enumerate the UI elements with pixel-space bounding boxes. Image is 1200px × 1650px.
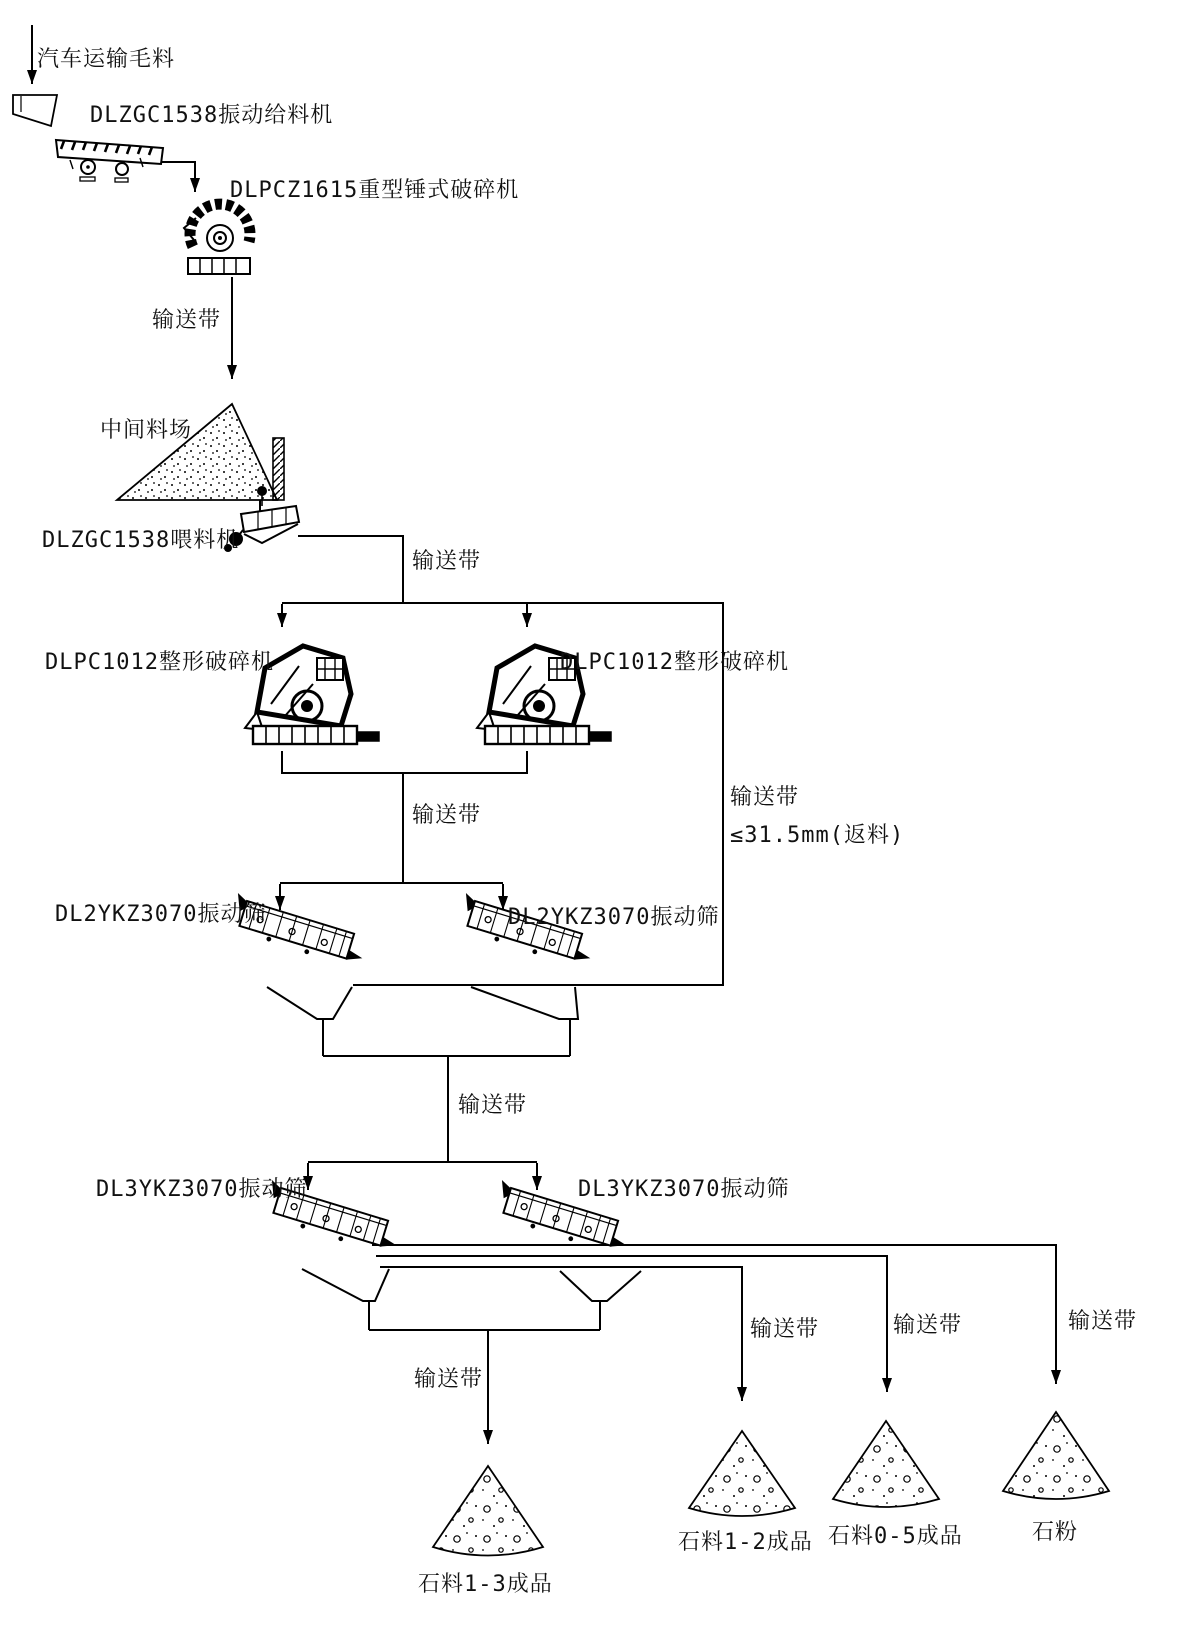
input-label: 汽车运输毛料 xyxy=(37,47,176,72)
funnel-screen2-right xyxy=(471,987,578,1019)
feeder-label: DLZGC1538喂料机 xyxy=(42,528,240,553)
line-crusher-collect xyxy=(282,751,527,773)
funnel-screen2-left xyxy=(267,987,352,1019)
conveyor-label-6: 输送带 xyxy=(750,1317,820,1342)
conveyor-label-4: 输送带 xyxy=(458,1093,528,1118)
shaping-crusher-right-label: DLPC1012整形破碎机 xyxy=(560,650,789,675)
stone-powder-label: 石粉 xyxy=(1032,1520,1079,1545)
conveyor-label-1: 输送带 xyxy=(152,308,222,333)
conveyor-label-7: 输送带 xyxy=(893,1313,963,1338)
funnel-screen3-left xyxy=(302,1269,389,1301)
arrow-feeder-to-hammer xyxy=(160,162,195,192)
stockpile-label: 中间料场 xyxy=(100,418,193,443)
screen3-left-label: DL3YKZ3070振动筛 xyxy=(96,1177,308,1202)
product-1-2-label: 石料1-2成品 xyxy=(678,1530,813,1555)
hammer-crusher-glyph xyxy=(184,204,250,274)
return-size-label: ≤31.5mm(返料) xyxy=(730,823,905,848)
conveyor-label-3: 输送带 xyxy=(412,803,482,828)
product-0-5-label: 石料0-5成品 xyxy=(828,1524,963,1549)
conveyor-label-2: 输送带 xyxy=(412,549,482,574)
pile-powder xyxy=(1003,1412,1109,1499)
vibrating-feeder-label: DLZGC1538振动给料机 xyxy=(90,103,334,128)
pile-0-5 xyxy=(833,1421,939,1507)
line-funnel3-collect xyxy=(369,1301,600,1330)
pile-1-3 xyxy=(433,1466,543,1556)
hammer-crusher-label: DLPCZ1615重型锤式破碎机 xyxy=(230,178,520,203)
line-feeder-to-split xyxy=(298,536,403,602)
screen2-right-label: DL2YKZ3070振动筛 xyxy=(508,905,720,930)
line-funnel2-collect xyxy=(323,1019,570,1056)
product-1-3-label: 石料1-3成品 xyxy=(418,1572,553,1597)
funnel-screen3-right xyxy=(560,1271,641,1301)
screen3-right-label: DL3YKZ3070振动筛 xyxy=(578,1177,790,1202)
screen2-left-label: DL2YKZ3070振动筛 xyxy=(55,902,267,927)
conveyor-label-8: 输送带 xyxy=(1068,1309,1138,1334)
conveyor-return-label: 输送带 xyxy=(730,785,800,810)
conveyor-label-5: 输送带 xyxy=(414,1367,484,1392)
pile-1-2 xyxy=(689,1431,795,1516)
shaping-crusher-left-label: DLPC1012整形破碎机 xyxy=(45,650,274,675)
